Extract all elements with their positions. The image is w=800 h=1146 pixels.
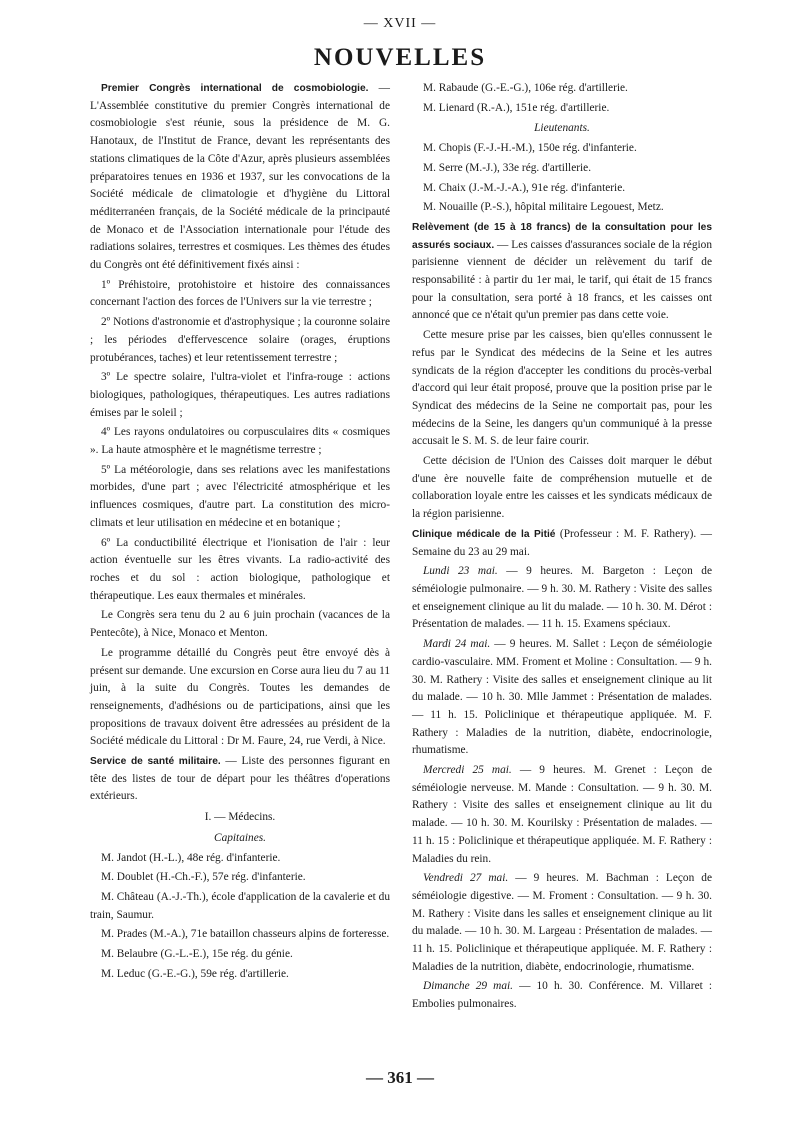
schedule-day-label: Mercredi 25 mai. xyxy=(423,764,512,777)
capitaines-heading: Capitaines. xyxy=(214,831,266,844)
page-folio: — XVII — xyxy=(363,16,437,31)
list-item: M. Chaix (J.-M.-J.-A.), 91e rég. d'infanterie. xyxy=(423,181,626,194)
theme-item: 3º Le spectre solaire, l'ultra-violet et l'infra-rouge : actions biologiques, pathologiques, thérapeutiques. Les autres radiations émises par le soleil ; xyxy=(90,371,390,419)
clinique-text: (Professeur : M. F. Rathery). — Semaine du 23 au 29 mai. xyxy=(412,527,712,558)
schedule-day xyxy=(412,978,712,1013)
schedule-day-label: Mardi 24 mai. xyxy=(423,638,491,651)
congres-programme: Le programme détaillé du Congrès peut être envoyé dès à présent sur demande. Une excursion en Corse aura lieu du 7 au 11 juin, à la suite du Congrès. Toutes les demandes de renseignements, d'adhésions ou de participations, ainsi que les propositions de travaux doivent être adressées au président de la Société médicale du Littoral : Dr M. Faure, 24, rue Verdi, à Nice. xyxy=(90,646,390,748)
schedule-day-text: — 9 heures. M. Bachman : Leçon de séméiologie digestive. — M. Froment : Consultation. — 9 h. 30. M. Rathery : Visite dans les salles et enseignement clinique au lit du malade. — 10 h. 30. M. Largeau : Présentation de malades. — 11 h. 15. Policlinique et thérapeutique appliquée. M. F. Rathery : Maladies de la nutrition, diabète, endocrinologie, rhumatisme. xyxy=(412,872,712,973)
congres-text: — L'Assemblée constitutive du premier Congrès international de cosmobiologie s'est réunie, sous la présidence de M. G. Hanotaux, de l'Institut de France, devant les représentants des stations climatiques de la Côte d'Azur, après plusieurs assemblées préparatoires tenues en 1936 et 1937, sur les convocations de la Société médicale de climatologie et d'hygiène du Littoral méditerranéen français, de la Société médicale de la principauté de Monaco et de l'Association internationale pour l'étude des radiations solaires, terrestres et cosmiques. Les thèmes des études du Congrès ont été définitivement fixés ainsi : xyxy=(90,82,390,272)
left-column xyxy=(90,80,390,985)
theme-item: 2º Notions d'astronomie et d'astrophysique ; la couronne solaire ; les périodes d'effervescence solaire (orages, éruptions protubérances, taches) et leur retentissement terrestre ; xyxy=(90,316,390,364)
releve-paragraph-3: Cette décision de l'Union des Caisses doit marquer le début d'une ère nouvelle faite de compréhension mutuelle et de collaboration loyale entre les caisses et les syndicats médicaux de la région parisienne. xyxy=(412,455,712,521)
congres-heading: Premier Congrès international de cosmobiologie. xyxy=(101,83,369,94)
schedule-day-text: — 10 h. 30. Conférence. M. Villaret : Embolies pulmonaires. xyxy=(412,980,712,1011)
list-item: M. Château (A.-J.-Th.), école d'application de la cavalerie et du train, Saumur. xyxy=(90,890,390,921)
right-column xyxy=(412,80,712,1016)
sante-heading: Service de santé militaire. xyxy=(90,756,221,768)
sante-text: — Liste des personnes figurant en tête des listes de tour de départ pour les théâtres d'operations extérieurs. xyxy=(90,755,390,803)
schedule-day-text: — 9 heures. M. Sallet : Leçon de séméiologie cardio-vasculaire. MM. Froment et Moline : Consultation. — 9 h. 30. M. Rathery : Visite des salles et enseignement clinique au lit du malade. — 10 h. 30. Mlle Jammet : Présentation de malades. — 11 h. 15. Policlinique et thérapeutique appliquée. M. F. Rathery : Maladies de la nutrition, diabète, endocrinologie, rhumatisme. xyxy=(412,638,712,757)
schedule-day-label: Vendredi 27 mai. xyxy=(423,872,509,885)
releve-heading: Relèvement (de 15 à 18 francs) de la consultation pour les assurés sociaux. xyxy=(412,221,712,251)
theme-item: 5º La météorologie, dans ses relations avec les manifestations morbides, d'une part ; avec l'électricité atmosphérique et les influences cosmiques, d'autre part. La constitution des micro-climats et leur utilisation en médecine et en botanique ; xyxy=(90,463,390,529)
list-item: M. Lienard (R.-A.), 151e rég. d'artillerie. xyxy=(423,101,610,114)
schedule-day-text: — 9 heures. M. Grenet : Leçon de séméiologie nerveuse. M. Mande : Consultation. — 9 h. 30. M. Rathery : Visite des salles et enseignement clinique au lit du malade. — 10 h. 30. M. Kourilsky : Présentation de malades. — 11 h. 15 : Policlinique et thérapeutique appliquée. M. F. Rathery : Maladies du rein. xyxy=(412,764,712,865)
theme-item: 1º Préhistoire, protohistoire et histoire des connaissances concernant l'action des forces de l'Univers sur la vie terrestre ; xyxy=(90,278,390,309)
clinique-paragraph xyxy=(412,526,712,561)
congres-dates: Le Congrès sera tenu du 2 au 6 juin prochain (vacances de la Pentecôte), à Nice, Monaco et Menton. xyxy=(90,609,390,640)
list-item: M. Nouaille (P.-S.), hôpital militaire Legouest, Metz. xyxy=(423,201,664,214)
schedule-day-text: — 9 heures. M. Bargeton : Leçon de séméiologie pulmonaire. — 9 h. 30. M. Rathery : Visite des salles et enseignement clinique au lit du malade. — 10 h. 30. M. Dérot : Présentation de malades. — 11 h. 15. Examens spéciaux. xyxy=(412,565,712,631)
list-item: M. Rabaude (G.-E.-G.), 106e rég. d'artillerie. xyxy=(423,82,628,94)
lieutenants-heading: Lieutenants. xyxy=(534,122,590,135)
page-number: — 361 — xyxy=(366,1068,434,1087)
list-item: M. Prades (M.-A.), 71e bataillon chasseurs alpins de forteresse. xyxy=(101,928,390,941)
list-item: M. Belaubre (G.-L.-E.), 15e rég. du génie. xyxy=(101,948,293,961)
list-item: M. Doublet (H.-Ch.-F.), 57e rég. d'infanterie. xyxy=(101,871,306,884)
schedule-day xyxy=(412,636,712,760)
list-item: M. Jandot (H.-L.), 48e rég. d'infanterie. xyxy=(101,851,281,864)
congres-paragraph xyxy=(90,80,390,275)
schedule-day xyxy=(412,563,712,634)
schedule-day xyxy=(412,870,712,976)
section-title: NOUVELLES xyxy=(313,44,487,71)
theme-item: 4º Les rayons ondulatoires ou corpusculaires dits « cosmiques ». La haute atmosphère et le magnétisme terrestre ; xyxy=(90,426,390,457)
releve-text: — Les caisses d'assurances sociale de la région parisienne viennent de décider un relèvement du tarif de responsabilité : à partir du 1er mai, le tarif, qui était de 15 francs pour la consultation, sera porté à 18 francs, et les caisses ont annoncé que ce n'était qu'un premier pas dans cette voie. xyxy=(412,238,713,322)
list-item: M. Chopis (F.-J.-H.-M.), 150e rég. d'infanterie. xyxy=(423,142,637,155)
schedule-day xyxy=(412,762,712,868)
list-item: M. Serre (M.-J.), 33e rég. d'artillerie. xyxy=(423,161,592,174)
releve-paragraph xyxy=(412,219,712,325)
schedule-day-label: Lundi 23 mai. xyxy=(423,565,498,578)
theme-item: 6º La conductibilité électrique et l'ionisation de l'air : leur action éventuelle sur les êtres vivants. La radio-activité des roches et du sol : action biologique, pathologique et thérapeutique. Les eaux thermales et minérales. xyxy=(90,536,390,602)
releve-paragraph-2: Cette mesure prise par les caisses, bien qu'elles connussent le refus par le Syndicat des médecins de la Seine et les autres syndicats de la région d'accepter les conditions du procès-verbal d'accord qui leur était proposé, prouve que la position prise par le Syndicat des médecins de la Seine ne comportait pas, pour les médecins de la Seine, les dangers qu'un communiqué à la presse accusait le S. M. S. de leur faire courir. xyxy=(412,329,712,448)
clinique-heading: Clinique médicale de la Pitié xyxy=(412,528,556,540)
schedule-day-label: Dimanche 29 mai. xyxy=(423,980,513,993)
sante-paragraph xyxy=(90,753,390,806)
list-item: M. Leduc (G.-E.-G.), 59e rég. d'artillerie. xyxy=(101,967,289,980)
medecins-heading: I. — Médecins. xyxy=(204,811,276,824)
